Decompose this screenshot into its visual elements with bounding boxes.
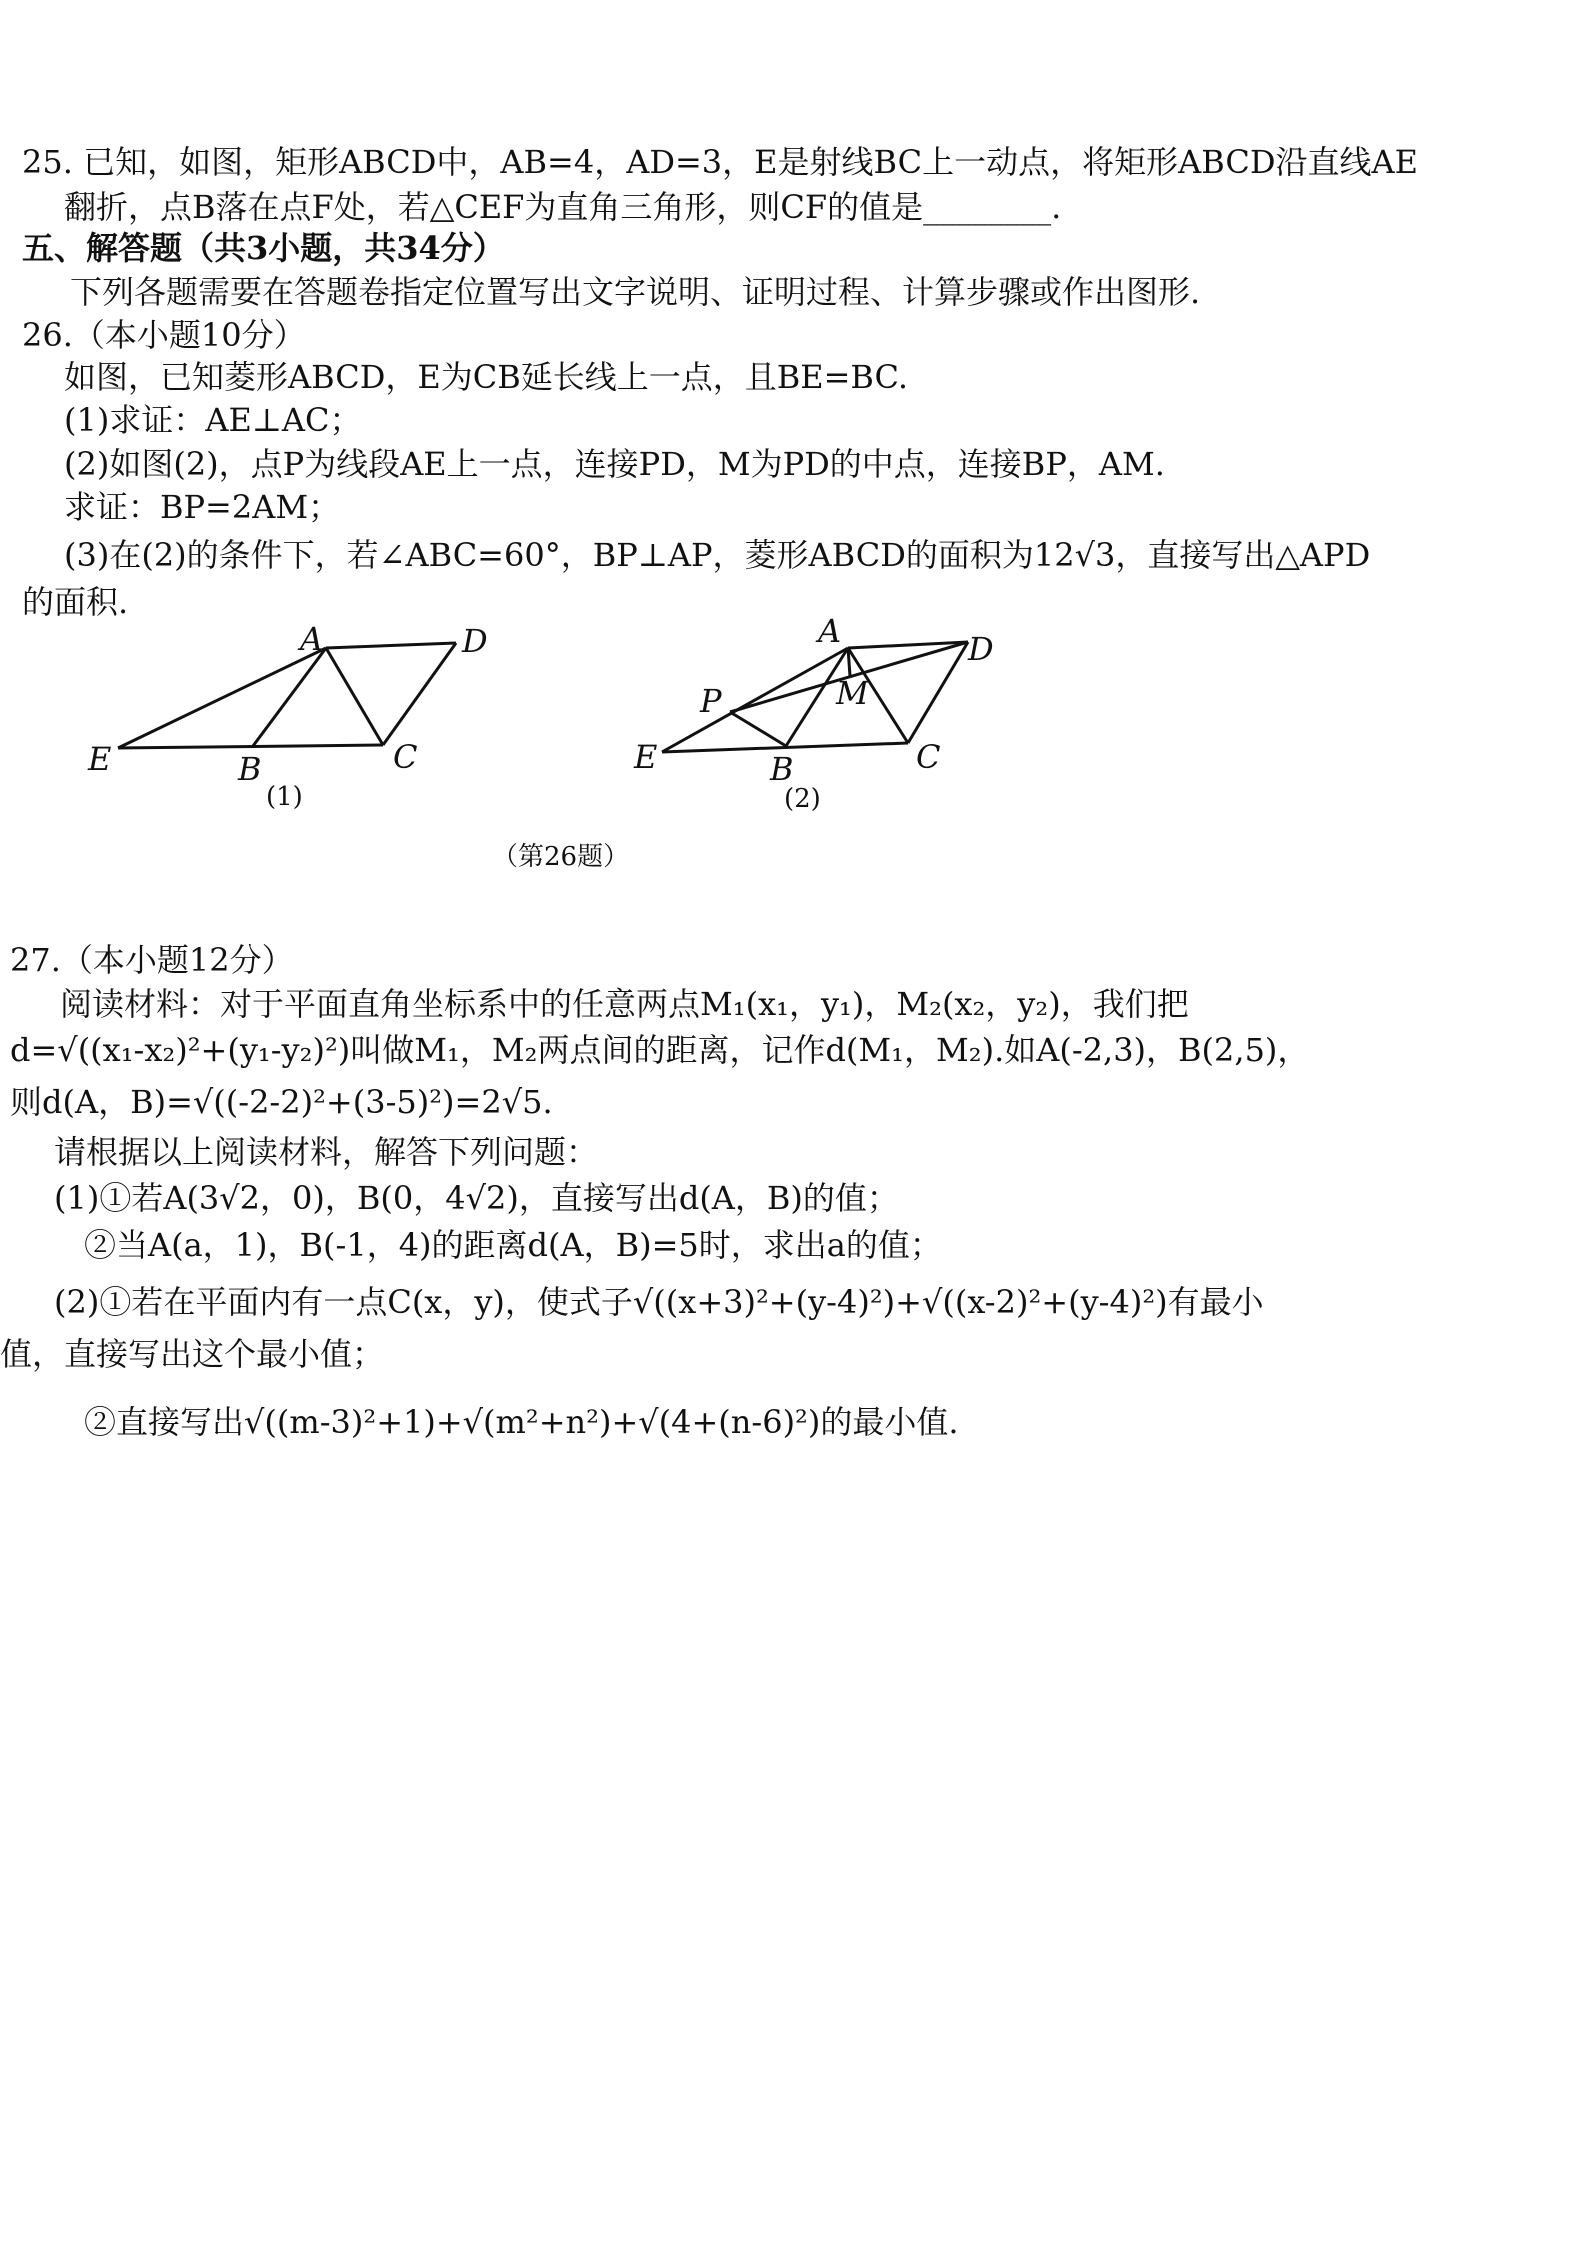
label-A: A [300, 620, 324, 658]
q27-part1a: (1)①若A(3√2，0)，B(0，4√2)，直接写出d(A，B)的值； [54, 1179, 899, 1217]
q25-line1: 25. 已知，如图，矩形ABCD中，AB=4，AD=3，E是射线BC上一动点，将矩形ABCD沿直线AE [22, 143, 1418, 181]
label-E: E [634, 738, 658, 776]
seg-EA [662, 648, 848, 752]
seg-AC [326, 648, 383, 745]
q26-part3: (3)在(2)的条件下，若∠ABC=60°，BP⊥AP，菱形ABCD的面积为12√3，直接写出△APD [64, 536, 1371, 574]
label-D: D [462, 622, 488, 660]
label-C: C [916, 738, 941, 776]
label-E: E [88, 740, 112, 778]
q27-reading-line2: d=√((x₁-x₂)²+(y₁-y₂)²)叫做M₁，M₂两点间的距离，记作d(M₁，M₂).如A(-2,3)，B(2,5)， [10, 1031, 1310, 1069]
q26-figure-caption: （第26题） [492, 842, 630, 872]
label-A: A [818, 612, 842, 650]
q25-line2: 翻折，点B落在点F处，若△CEF为直角三角形，则CF的值是________. [64, 188, 1062, 226]
seg-AD [326, 643, 456, 648]
label-C: C [393, 738, 418, 776]
label-B: B [238, 750, 262, 788]
q27-intro: 请根据以上阅读材料，解答下列问题： [54, 1133, 599, 1171]
q27-part2b: ②直接写出√((m-3)²+1)+√(m²+n²)+√(4+(n-6)²)的最小值. [84, 1403, 959, 1441]
q27-part2a: (2)①若在平面内有一点C(x，y)，使式子√((x+3)²+(y-4)²)+√((x-2)²+(y-4)²)有最小 [54, 1283, 1264, 1321]
label-M: M [836, 674, 869, 712]
q26-part3b: 的面积. [22, 583, 129, 621]
q27-header: 27.（本小题12分） [10, 941, 294, 979]
label-P: P [700, 682, 722, 720]
seg-AB [253, 648, 326, 746]
q26-stem: 如图，已知菱形ABCD，E为CB延长线上一点，且BE=BC. [64, 358, 909, 396]
q26-figure-2 [620, 600, 1040, 830]
label-B: B [770, 750, 794, 788]
fig2-caption: (2) [784, 784, 821, 814]
q26-part2b: 求证：BP=2AM； [64, 488, 341, 526]
q26-figure-1 [0, 600, 700, 830]
q26-header: 26.（本小题10分） [22, 316, 306, 354]
q27-part2a-cont: 值，直接写出这个最小值； [0, 1335, 385, 1373]
seg-PB [730, 712, 786, 746]
section5-note: 下列各题需要在答题卷指定位置写出文字说明、证明过程、计算步骤或作出图形. [70, 273, 1201, 311]
seg-EA [118, 648, 326, 748]
section5-title: 五、解答题（共3小题，共34分） [22, 229, 505, 267]
seg-DC [383, 643, 456, 745]
fig1-caption: (1) [266, 782, 303, 812]
q27-part1b: ②当A(a，1)，B(-1，4)的距离d(A，B)=5时，求出a的值； [84, 1226, 942, 1264]
q26-part2: (2)如图(2)，点P为线段AE上一点，连接PD，M为PD的中点，连接BP，AM. [64, 445, 1165, 483]
label-D: D [968, 630, 994, 668]
seg-CE [118, 745, 383, 748]
seg-AM [848, 648, 850, 676]
q27-reading-line3: 则d(A，B)=√((-2-2)²+(3-5)²)=2√5. [10, 1083, 553, 1121]
q27-reading-line1: 阅读材料：对于平面直角坐标系中的任意两点M₁(x₁，y₁)，M₂(x₂，y₂)，我们把 [60, 985, 1189, 1023]
q26-part1: (1)求证：AE⊥AC； [64, 401, 362, 439]
